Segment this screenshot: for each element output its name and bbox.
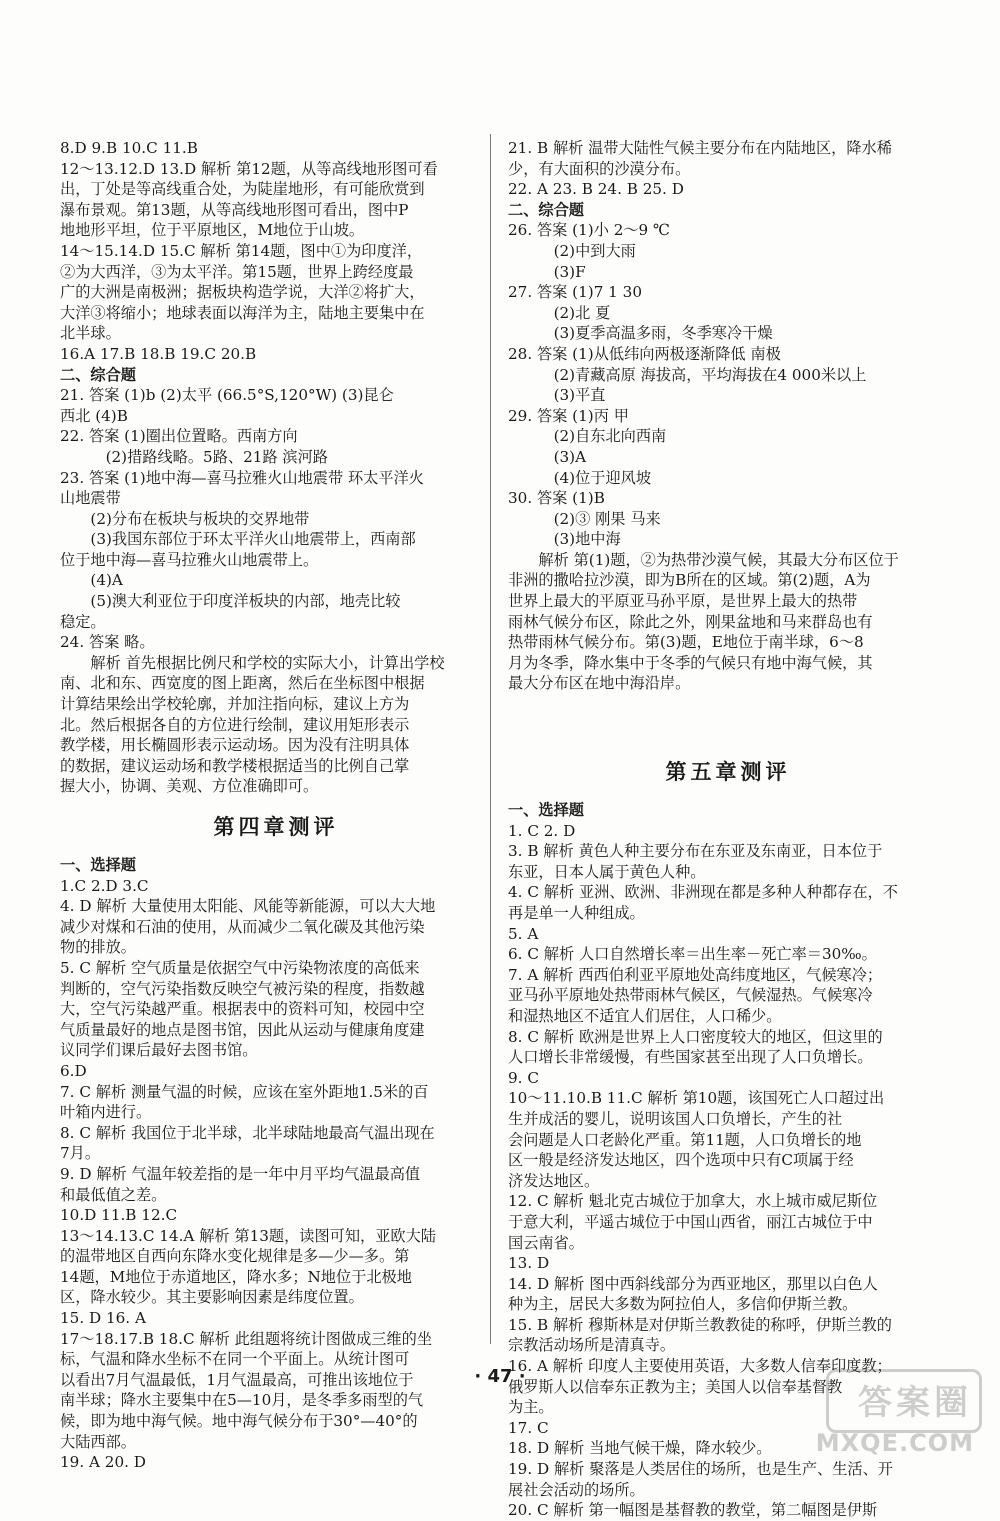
answer-line: (2)中到大雨 [553, 241, 636, 260]
answer-line: 12. C 解析 魁北克古城位于加拿大，水上城市威尼斯位 [508, 1192, 878, 1211]
answer-line: 6.D [60, 1061, 87, 1080]
answer-line: 生并成活的婴儿，说明该国人口负增长，产生的社 [508, 1109, 843, 1128]
answer-line: 俄罗斯人以信奉东正教为主；美国人以信奉基督教 [508, 1377, 843, 1396]
answer-line: (5)澳大利亚位于印度洋板块的内部，地壳比较 [90, 592, 401, 611]
answer-line: (4)位于迎风坡 [553, 468, 652, 487]
answer-line: 5. A [508, 924, 539, 943]
answer-line: 雨林气候分布区，除此之外，刚果盆地和马来群岛也有 [508, 612, 873, 631]
answer-line: 教学楼，用长椭圆形表示运动场。因为没有注明具体 [60, 736, 410, 755]
answer-line: 区一般是经济发达地区，四个选项中只有C项属于经 [508, 1151, 854, 1170]
answer-line: 计算结果绘出学校轮廓，并加注指向标，建议上方为 [60, 695, 410, 714]
answer-line: 区，降水较少。其主要影响因素是纬度位置。 [60, 1288, 364, 1307]
answer-line: 3. B 解析 黄色人种主要分布在东亚及东南亚，日本位于 [508, 842, 883, 861]
answer-line: 和最低值之差。 [60, 1185, 167, 1204]
answer-line: 14题，M地位于赤道地区，降水多；N地位于北极地 [60, 1267, 412, 1286]
section-heading: 一、选择题 [60, 856, 136, 874]
answer-line: 为主。 [508, 1398, 554, 1417]
answer-line: 国云南省。 [508, 1233, 584, 1252]
answer-line: 20. C 解析 第一幅图是基督教的教堂，第二幅图是伊斯 [508, 1501, 878, 1520]
answer-line: 19. A 20. D [60, 1453, 146, 1472]
answer-line: (3)夏季高温多雨，冬季寒冷干燥 [553, 324, 773, 343]
answer-line: 人口增长非常缓慢，有些国家甚至出现了人口负增长。 [508, 1048, 873, 1067]
answer-line: (2)青藏高原 海拔高，平均海拔在4 000米以上 [553, 365, 867, 384]
answer-line: 17. C [508, 1418, 549, 1437]
answer-line: 解析 首先根据比例尺和学校的实际大小，计算出学校 [90, 653, 445, 672]
answer-line: 广的大洲是南极洲；据板块构造学说，大洋②将扩大， [60, 283, 425, 302]
answer-line: (3)地中海 [553, 530, 621, 549]
answer-line: 9. C [508, 1068, 539, 1087]
answer-line: 7. C 解析 测量气温的时候，应该在室外距地1.5米的百 [60, 1082, 429, 1101]
answer-line: 4. C 解析 亚洲、欧洲、非洲现在都是多种人种都存在，不 [508, 883, 898, 902]
answer-line: 的数据，建议运动场和教学楼根据适当的比例自己掌 [60, 756, 410, 775]
answer-line: 亚马孙平原地处热带雨林气候区，气候湿热。气候寒冷 [508, 986, 873, 1005]
answer-line: 大陆西部。 [60, 1432, 136, 1451]
answer-line: 北半球。 [60, 324, 121, 343]
answer-line: 23. 答案 (1)地中海—喜马拉雅火山地震带 环太平洋火 [60, 468, 424, 487]
answer-line: 9. D 解析 气温年较差指的是一年中月平均气温最高值 [60, 1164, 421, 1183]
answer-line: 位于地中海—喜马拉雅火山地震带上。 [60, 550, 319, 569]
chapter-4-heading: 第四章测评 [213, 814, 339, 839]
answer-line: (2)自东北向西南 [553, 427, 667, 446]
answer-line: 出，丁处是等高线重合处，为陡崖地形，有可能欣赏到 [60, 180, 425, 199]
answer-line: 1. C 2. D [508, 821, 576, 840]
answer-line: 世界上最大的平原亚马孙平原，是世界上最大的热带 [508, 592, 858, 611]
answer-line: 握大小，协调、美观、方位准确即可。 [60, 777, 319, 796]
answer-line: 南半球；降水主要集中在5—10月，是冬季多雨型的气 [60, 1391, 424, 1410]
answer-line: 22. 答案 (1)圈出位置略。西南方向 [60, 427, 298, 446]
chapter-3-answers-continued [60, 138, 492, 797]
answer-line: 5. C 解析 空气质量是依据空气中污染物浓度的高低来 [60, 958, 420, 977]
chapter-5-heading: 第五章测评 [665, 759, 791, 785]
answer-line: 再是单一人种组成。 [508, 904, 645, 922]
answer-line: 地地形平坦，位于平原地区，M地位于山坡。 [60, 221, 365, 240]
answer-line: 以看出7月气温最低，1月气温最高，可推出该地位于 [60, 1370, 414, 1389]
answer-line: 热带雨林气候分布。第(3)题，E地位于南半球，6～8 [508, 633, 864, 652]
answer-line: 和湿热地区不适宜人们居住，人口稀少。 [508, 1006, 782, 1025]
watermark-text: 答案圈 [858, 1383, 972, 1423]
answer-line: 24. 答案 略。 [60, 633, 155, 652]
left-column [60, 138, 492, 1473]
answer-line: 8. C 解析 我国位于北半球，北半球陆地最高气温出现在 [60, 1123, 435, 1142]
answer-line: 气质量最好的地点是图书馆，因此从运动与健康角度建 [60, 1020, 425, 1039]
answer-line: 8. C 解析 欧洲是世界上人口密度较大的地区，但这里的 [508, 1027, 883, 1046]
answer-line: 8.D 9.B 10.C 11.B [60, 139, 198, 157]
answer-line: 减少对煤和石油的使用，从而减少二氧化碳及其他污染 [60, 917, 425, 936]
answer-line: 28. 答案 (1)从低纬向两极逐渐降低 南极 [508, 344, 781, 363]
answer-line: 27. 答案 (1)7 1 30 [508, 283, 643, 302]
answer-line: 宗教活动场所是清真寺。 [508, 1336, 676, 1355]
answer-line: 14. D 解析 图中西斜线部分为西亚地区，那里以白色人 [508, 1274, 878, 1293]
answer-line: 10～11.10.B 11.C 解析 第10题，该国死亡人口超过出 [508, 1089, 885, 1108]
answer-line: 13. D [508, 1254, 550, 1273]
section-heading: 二、综合题 [508, 200, 584, 219]
page-number: · 47 · [474, 1366, 526, 1387]
answer-line: 19. D 解析 聚落是人类居住的场所，也是生产、生活、开 [508, 1460, 893, 1479]
answer-line: 展社会活动的场所。 [508, 1480, 645, 1499]
answer-line: (2)措路线略。5路、21路 滨河路 [105, 447, 328, 466]
answer-line: 21. B 解析 温带大陆性气候主要分布在内陆地区，降水稀 [508, 139, 892, 157]
answer-line: 候，即为地中海气候。地中海气候分布于30°—40°的 [60, 1412, 418, 1431]
answer-line: 解析 第(1)题，②为热带沙漠气候，其最大分布区位于 [538, 550, 899, 569]
answer-line: 南、北和东、西宽度的图上距离，然后在坐标图中根据 [60, 674, 425, 693]
answer-line: 东亚，日本人属于黄色人种。 [508, 862, 706, 881]
watermark-url: MXQE.COM [815, 1429, 974, 1457]
answer-line: 判断的，空气污染指数反映空气被污染的程度，指数越 [60, 979, 425, 998]
answer-line: (3)A [553, 447, 587, 466]
answer-line: 大，空气污染越严重。根据表中的资料可知，校园中空 [60, 1000, 425, 1019]
answer-line: 7. A 解析 西西伯利亚平原地处高纬度地区，气候寒冷； [508, 965, 883, 984]
column-divider [490, 134, 491, 1344]
answer-line: (3)F [553, 262, 586, 281]
answer-line: 济发达地区。 [508, 1171, 600, 1190]
answer-line: 于意大利，平遥古城位于中国山西省，丽江古城位于中 [508, 1212, 873, 1231]
answer-line: 6. C 解析 人口自然增长率＝出生率－死亡率＝30‰。 [508, 945, 877, 964]
answer-line: 18. D 解析 当地气候干燥，降水较少。 [508, 1439, 772, 1458]
answer-line: 西北 (4)B [60, 406, 128, 425]
answer-line: (2)③ 刚果 马来 [553, 509, 661, 528]
answer-line: 少，有大面积的沙漠分布。 [508, 159, 691, 178]
answer-line: 瀑布景观。第13题，从等高线地形图可看出，图中P [60, 200, 409, 219]
answer-line: 月为冬季，降水集中于冬季的气候只有地中海气候，其 [508, 653, 873, 672]
answer-line: 稳定。 [60, 612, 106, 631]
answer-line: 15. D 16. A [60, 1309, 146, 1328]
answer-line: 山地震带 [60, 489, 121, 508]
section-heading: 一、选择题 [508, 801, 584, 820]
answer-line: 16.A 17.B 18.B 19.C 20.B [60, 344, 257, 363]
answer-line: 15. B 解析 穆斯林是对伊斯兰教教徒的称呼，伊斯兰教的 [508, 1315, 892, 1334]
watermark-logo [782, 1369, 982, 1461]
answer-line: 北。然后根据各自的方位进行绘制，建议用矩形表示 [60, 715, 410, 734]
answer-line: 7月。 [60, 1144, 101, 1163]
answer-line: 10.D 11.B 12.C [60, 1206, 178, 1225]
answer-line: (4)A [90, 571, 123, 590]
answer-line: 4. D 解析 大量使用太阳能、风能等新能源，可以大大地 [60, 897, 436, 916]
answer-line: 种为主，居民大多数为阿拉伯人，多信仰伊斯兰教。 [508, 1295, 858, 1314]
answer-line: 26. 答案 (1)小 2～9 ℃ [508, 221, 671, 240]
answer-line: 物的排放。 [60, 938, 136, 957]
answer-line: 非洲的撒哈拉沙漠，即为B所在的区域。第(2)题，A为 [508, 571, 871, 590]
answer-line: 30. 答案 (1)B [508, 489, 605, 508]
answer-line: (3)平直 [553, 386, 606, 405]
answer-line: 13～14.13.C 14.A 解析 第13题，读图可知，亚欧大陆 [60, 1226, 436, 1245]
answer-line: 标，气温和降水坐标不在同一个平面上。从统计图可 [60, 1350, 410, 1369]
answer-line: 会问题是人口老龄化严重。第11题，人口负增长的地 [508, 1130, 862, 1149]
chapter-4-answers-continued [508, 138, 948, 694]
answer-line: 17～18.17.B 18.C 解析 此组题将统计图做成三维的坐 [60, 1329, 433, 1348]
answer-line: (2)北 夏 [553, 303, 611, 322]
answer-line: 议同学们课后最好去图书馆。 [60, 1041, 258, 1060]
answer-line: 大洋③将缩小；地球表面以海洋为主，陆地主要集中在 [60, 303, 425, 322]
answer-line: 最大分布区在地中海沿岸。 [508, 674, 691, 693]
answer-line: 14～15.14.D 15.C 解析 第14题，图中①为印度洋， [60, 241, 423, 260]
answer-line: 16. A 解析 印度人主要使用英语，大多数人信奉印度教； [508, 1357, 892, 1376]
answer-line: 叶箱内进行。 [60, 1103, 152, 1122]
answer-line: 1.C 2.D 3.C [60, 876, 149, 895]
answer-line: 12～13.12.D 13.D 解析 第12题，从等高线地形图可看 [60, 159, 438, 178]
answer-line: (2)分布在板块与板块的交界地带 [90, 509, 310, 528]
right-column [508, 138, 948, 1521]
answer-line: 21. 答案 (1)b (2)太平 (66.5°S,120°W) (3)昆仑 [60, 386, 394, 405]
answer-line: (3)我国东部位于环太平洋火山地震带上，西南部 [90, 530, 416, 549]
answer-line: 22. A 23. B 24. B 25. D [508, 180, 684, 199]
answer-line: ②为大西洋，③为太平洋。第15题，世界上跨经度最 [60, 262, 414, 281]
answer-line: 29. 答案 (1)丙 甲 [508, 406, 629, 425]
answer-line: 的温带地区自西向东降水变化规律是多—少—多。第 [60, 1247, 410, 1266]
section-heading: 二、综合题 [60, 365, 136, 384]
